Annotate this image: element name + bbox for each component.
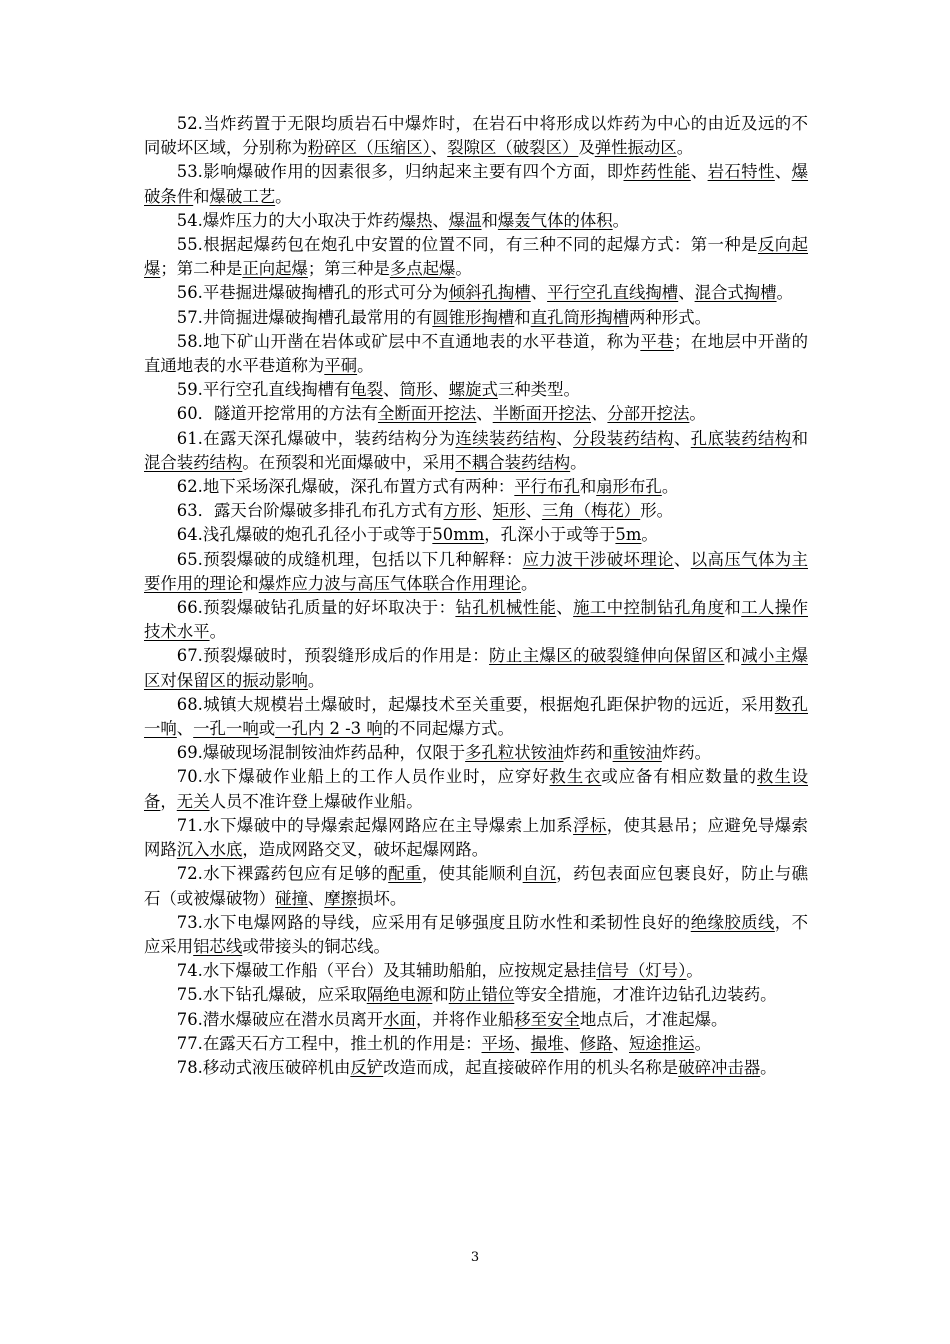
question-text: 53.影响爆破作用的因素很多，归纳起来主要有四个方面，即: [176, 162, 624, 182]
answer-text: 铝芯线: [193, 936, 243, 956]
answer-text: 混合式掏槽: [694, 283, 777, 303]
answer-text: 水面: [383, 1009, 416, 1029]
answer-text: 信号（灯号）: [596, 961, 687, 981]
question-paragraph: [144, 596, 808, 644]
question-text: 和: [193, 186, 210, 206]
answer-text: 防止错位: [448, 985, 515, 1005]
answer-text: 救生衣: [549, 767, 602, 787]
question-text: 及: [578, 138, 595, 158]
answer-text: 不耦合装药结构: [455, 452, 571, 472]
question-paragraph: [144, 983, 808, 1007]
question-text: 的不同起爆方式。: [382, 719, 514, 739]
question-paragraph: [144, 644, 808, 692]
question-paragraph: [144, 209, 808, 233]
answer-text: 救生设备: [144, 767, 809, 811]
question-paragraph: [144, 959, 808, 983]
answer-text: 粉碎区（压缩区）: [307, 138, 431, 158]
question-text: 70.水下爆破作业船上的工作人员作业时，应穿好: [176, 767, 550, 787]
question-text: 75.水下钻孔爆破，应采取: [176, 985, 367, 1005]
question-text: 。: [455, 259, 472, 279]
page-number: 3: [470, 1250, 480, 1265]
answer-text: 平行空孔直线掏槽: [547, 283, 679, 303]
question-text: 人员不准许登上爆破作业船。: [209, 791, 423, 811]
question-text: 。: [357, 356, 374, 376]
answer-text: 破碎冲击器: [678, 1057, 761, 1077]
question-paragraph: [144, 378, 808, 402]
question-text: 、: [432, 210, 449, 230]
question-text: 71.水下爆破中的导爆索起爆网路应在主导爆索上加系: [176, 815, 574, 835]
answer-text: 分段装药结构: [573, 428, 674, 448]
question-text: 两种形式。: [629, 307, 711, 327]
answer-text: 半断面开挖法: [492, 404, 592, 424]
question-text: 、: [307, 888, 325, 908]
answer-text: 龟裂: [350, 380, 384, 400]
answer-text: 绝缘胶质线: [690, 912, 775, 932]
question-text: 、: [430, 138, 448, 158]
question-paragraph: [144, 402, 808, 426]
answer-text: 防止主爆区的破裂缝伸向保留区: [489, 646, 725, 666]
question-paragraph: [144, 160, 808, 208]
answer-text: 反铲: [350, 1057, 384, 1077]
answer-text: 钻孔机械性能: [455, 598, 557, 618]
question-paragraph: [144, 1032, 808, 1056]
question-text: 、: [673, 428, 691, 448]
answer-text: 爆轰气体的体积: [497, 210, 613, 230]
answer-text: 爆炸应力波与高压气体联合作用理论: [258, 573, 521, 593]
page-content: [144, 112, 808, 1080]
question-text: 。: [612, 210, 630, 230]
question-text: 57.井筒掘进爆破掏槽孔最常用的有: [176, 307, 433, 327]
question-text: 54.爆炸压力的大小取决于炸药: [176, 210, 400, 230]
question-text: 、: [678, 283, 695, 303]
question-paragraph: [144, 523, 808, 547]
answer-text: 正向起爆: [242, 259, 308, 279]
question-paragraph: [144, 765, 808, 813]
question-text: 和: [724, 646, 742, 666]
answer-text: 反向起爆: [144, 235, 808, 279]
question-text: 、: [774, 162, 792, 182]
question-paragraph: [144, 330, 808, 378]
question-paragraph: [144, 814, 808, 862]
question-text: 65.预裂爆破的成缝机理，包括以下几种解释：: [176, 549, 523, 569]
question-text: 炸药。: [661, 743, 711, 763]
question-text: 63．露天台阶爆破多排孔布孔方式有: [176, 501, 444, 521]
answer-text: 应力波干涉破坏理论: [522, 549, 674, 569]
answer-text: 平硐: [324, 356, 358, 376]
question-text: ；第二种是: [160, 259, 243, 279]
answer-text: 筒形: [399, 380, 433, 400]
question-text: 和: [432, 985, 449, 1005]
answer-text: 直孔筒形掏槽: [530, 307, 630, 327]
question-text: 、: [383, 380, 400, 400]
question-text: 。: [209, 622, 226, 642]
answer-text: 平场: [481, 1033, 515, 1053]
answer-text: 炸药性能: [623, 162, 691, 182]
question-text: 60．隧道开挖常用的方法有: [176, 404, 378, 424]
answer-text: 5m: [615, 525, 642, 545]
question-text: 、: [476, 404, 493, 424]
question-text: ，药包表面应包裹良好，防止与礁石（或被爆破物）: [144, 864, 809, 908]
question-text: ，使其能顺利: [421, 864, 523, 884]
answer-text: 爆破条件: [144, 162, 809, 206]
answer-text: 短途推运: [629, 1033, 695, 1053]
question-paragraph: [144, 475, 808, 499]
answer-text: 平行布孔: [514, 477, 580, 497]
answer-text: 工人操作技术水平: [144, 598, 809, 642]
question-paragraph: [144, 281, 808, 305]
answer-text: 沉入水底: [176, 840, 243, 860]
answer-text: 多孔粒状铵油: [465, 743, 564, 763]
question-text: 和: [724, 598, 742, 618]
question-text: 58.地下矿山开凿在岩体或矿层中不直通地表的水平巷道，称为: [176, 331, 641, 351]
question-text: 52.当炸药置于无限均质岩石中爆炸时，在岩石中将形成以炸药为中心的由近及远的不同破坏区域，分别称为: [144, 114, 808, 158]
answer-text: 数孔一响: [144, 694, 808, 739]
question-paragraph: [144, 1008, 808, 1032]
question-text: 、: [556, 428, 574, 448]
question-text: 或应备有相应数量的: [601, 767, 758, 787]
answer-text: 弹性振动区: [594, 138, 677, 158]
answer-text: 混合装药结构: [144, 452, 243, 472]
answer-text: 爆热: [399, 210, 433, 230]
answer-text: 移至安全: [514, 1009, 580, 1029]
question-text: 73.水下电爆网路的导线，应采用有足够强度且防水性和柔韧性良好的: [176, 912, 691, 932]
question-text: 、: [591, 404, 608, 424]
question-text: 形。: [640, 501, 673, 521]
question-text: 。: [661, 477, 679, 497]
question-text: 61.在露天深孔爆破中，装药结构分为: [176, 428, 456, 448]
question-text: 。: [641, 525, 658, 545]
answer-text: 全断面开挖法: [377, 404, 477, 424]
question-text: 、: [563, 1033, 580, 1053]
question-paragraph: [144, 233, 808, 281]
question-paragraph: [144, 741, 808, 765]
answer-text: 修路: [579, 1033, 613, 1053]
question-text: ，: [160, 791, 177, 811]
answer-text: 撮堆: [530, 1033, 564, 1053]
question-paragraph: [144, 427, 808, 475]
answer-text: 隔绝电源: [366, 985, 433, 1005]
question-text: 、: [690, 162, 708, 182]
answer-text: 爆温: [448, 210, 482, 230]
question-text: 59.平行空孔直线掏槽有: [176, 380, 351, 400]
question-text: ，并将作业船: [415, 1009, 515, 1029]
question-paragraph: [144, 306, 808, 330]
answer-text: 矩形: [492, 501, 526, 521]
answer-text: 多点起爆: [389, 259, 456, 279]
question-text: 。在预裂和光面爆破中，采用: [242, 452, 456, 472]
question-paragraph: [144, 1056, 808, 1080]
question-text: 。: [689, 404, 706, 424]
question-text: 56.平巷掘进爆破掏槽孔的形式可分为: [176, 283, 449, 303]
question-text: 。: [275, 186, 292, 206]
question-text: 。: [776, 283, 793, 303]
question-text: ，孔深小于或等于: [484, 525, 616, 545]
question-text: 三种类型。: [497, 380, 580, 400]
question-text: 。: [686, 961, 703, 981]
answer-text: 50mm: [432, 525, 485, 545]
answer-text: 裂隙区（破裂区）: [447, 138, 579, 158]
question-text: 64.浅孔爆破的炮孔孔径小于或等于: [176, 525, 433, 545]
answer-text: 平巷: [640, 331, 674, 351]
question-text: 和: [579, 477, 597, 497]
question-paragraph: [144, 862, 808, 910]
answer-text: 碰撞: [275, 888, 308, 908]
question-text: 。: [520, 573, 538, 593]
question-text: 68.城镇大规模岩土爆破时，起爆技术至关重要，根据炮孔距保护物的远近，采用: [176, 694, 775, 714]
question-text: ；第三种是: [307, 259, 390, 279]
question-text: 。: [760, 1057, 777, 1077]
question-text: 。: [307, 670, 325, 690]
answer-text: 倾斜孔掏槽: [448, 283, 531, 303]
answer-text: 爆破工艺: [209, 186, 276, 206]
question-text: 改造而成，起直接破碎作用的机头名称是: [383, 1057, 679, 1077]
question-paragraph: [144, 112, 808, 160]
question-text: 地点后，才准起爆。: [579, 1009, 728, 1029]
answer-text: 施工中控制钻孔角度: [573, 598, 725, 618]
question-text: 和: [514, 307, 531, 327]
answer-text: 圆锥形掏槽: [432, 307, 515, 327]
question-paragraph: [144, 693, 808, 741]
answer-text: 一孔内 2 -3 响: [275, 719, 383, 739]
answer-text: 连续装药结构: [455, 428, 557, 448]
question-text: 67.预裂爆破时，预裂缝形成后的作用是：: [176, 646, 490, 666]
question-text: 和: [481, 210, 498, 230]
question-text: 66.预裂爆破钻孔质量的好坏取决于：: [176, 598, 456, 618]
answer-text: 自沉: [522, 864, 557, 884]
question-text: ，造成网路交叉，破坏起爆网路。: [242, 840, 489, 860]
question-text: 等安全措施，才准许边钻孔边装药。: [514, 985, 777, 1005]
answer-text: 配重: [388, 864, 422, 884]
answer-text: 一孔一响: [193, 719, 259, 739]
question-text: 、: [514, 1033, 531, 1053]
question-paragraph: [144, 911, 808, 959]
question-text: ，不应采用: [144, 912, 808, 956]
question-text: 62.地下采场深孔爆破，深孔布置方式有两种：: [176, 477, 515, 497]
question-text: 、: [673, 549, 691, 569]
question-paragraph: [144, 548, 808, 596]
question-text: 76.潜水爆破应在潜水员离开: [176, 1009, 384, 1029]
question-text: ；在地层中开凿的直通地表的水平巷道称为: [144, 331, 809, 376]
question-text: 、: [432, 380, 449, 400]
answer-text: 岩石特性: [707, 162, 775, 182]
question-text: 、: [476, 501, 493, 521]
question-text: 72.水下裸露药包应有足够的: [176, 864, 389, 884]
question-text: 74.水下爆破工作船（平台）及其辅助船舶，应按规定悬挂: [176, 961, 597, 981]
question-text: 。: [676, 138, 694, 158]
question-text: 55.根据起爆药包在炮孔中安置的位置不同，有三种不同的起爆方式：第一种是: [176, 235, 758, 255]
answer-text: 螺旋式: [448, 380, 498, 400]
question-text: 。: [570, 452, 587, 472]
answer-text: 浮标: [573, 815, 607, 835]
question-text: 、: [530, 283, 548, 303]
question-text: 78.移动式液压破碎机由: [176, 1057, 351, 1077]
question-text: 和: [242, 573, 259, 593]
answer-text: 三角（梅花）: [541, 501, 641, 521]
answer-text: 扇形布孔: [596, 477, 662, 497]
question-text: 、: [176, 719, 194, 739]
answer-text: 减小主爆区对保留区的振动影响: [144, 646, 809, 690]
answer-text: 分部开挖法: [607, 404, 690, 424]
question-text: 或带接头的铜芯线。: [242, 936, 390, 956]
question-text: 69.爆破现场混制铵油炸药品种，仅限于: [176, 743, 466, 763]
answer-text: 孔底装药结构: [690, 428, 792, 448]
answer-text: 摩擦: [324, 888, 358, 908]
question-text: ，使其悬吊；应避免导爆索网路: [144, 815, 809, 860]
question-text: 77.在露天石方工程中，推土机的作用是：: [176, 1033, 482, 1053]
question-text: 损坏。: [357, 888, 407, 908]
answer-text: 无关: [176, 791, 210, 811]
question-text: 、: [525, 501, 542, 521]
question-text: 和: [791, 428, 809, 448]
question-paragraph: [144, 499, 808, 523]
question-text: 或: [258, 719, 276, 739]
question-text: 。: [694, 1033, 711, 1053]
answer-text: 重铵油: [612, 743, 662, 763]
question-text: 、: [556, 598, 574, 618]
question-text: 、: [612, 1033, 630, 1053]
question-text: 炸药和: [563, 743, 613, 763]
answer-text: 以高压气体为主要作用的理论: [144, 549, 808, 593]
answer-text: 方形: [443, 501, 477, 521]
